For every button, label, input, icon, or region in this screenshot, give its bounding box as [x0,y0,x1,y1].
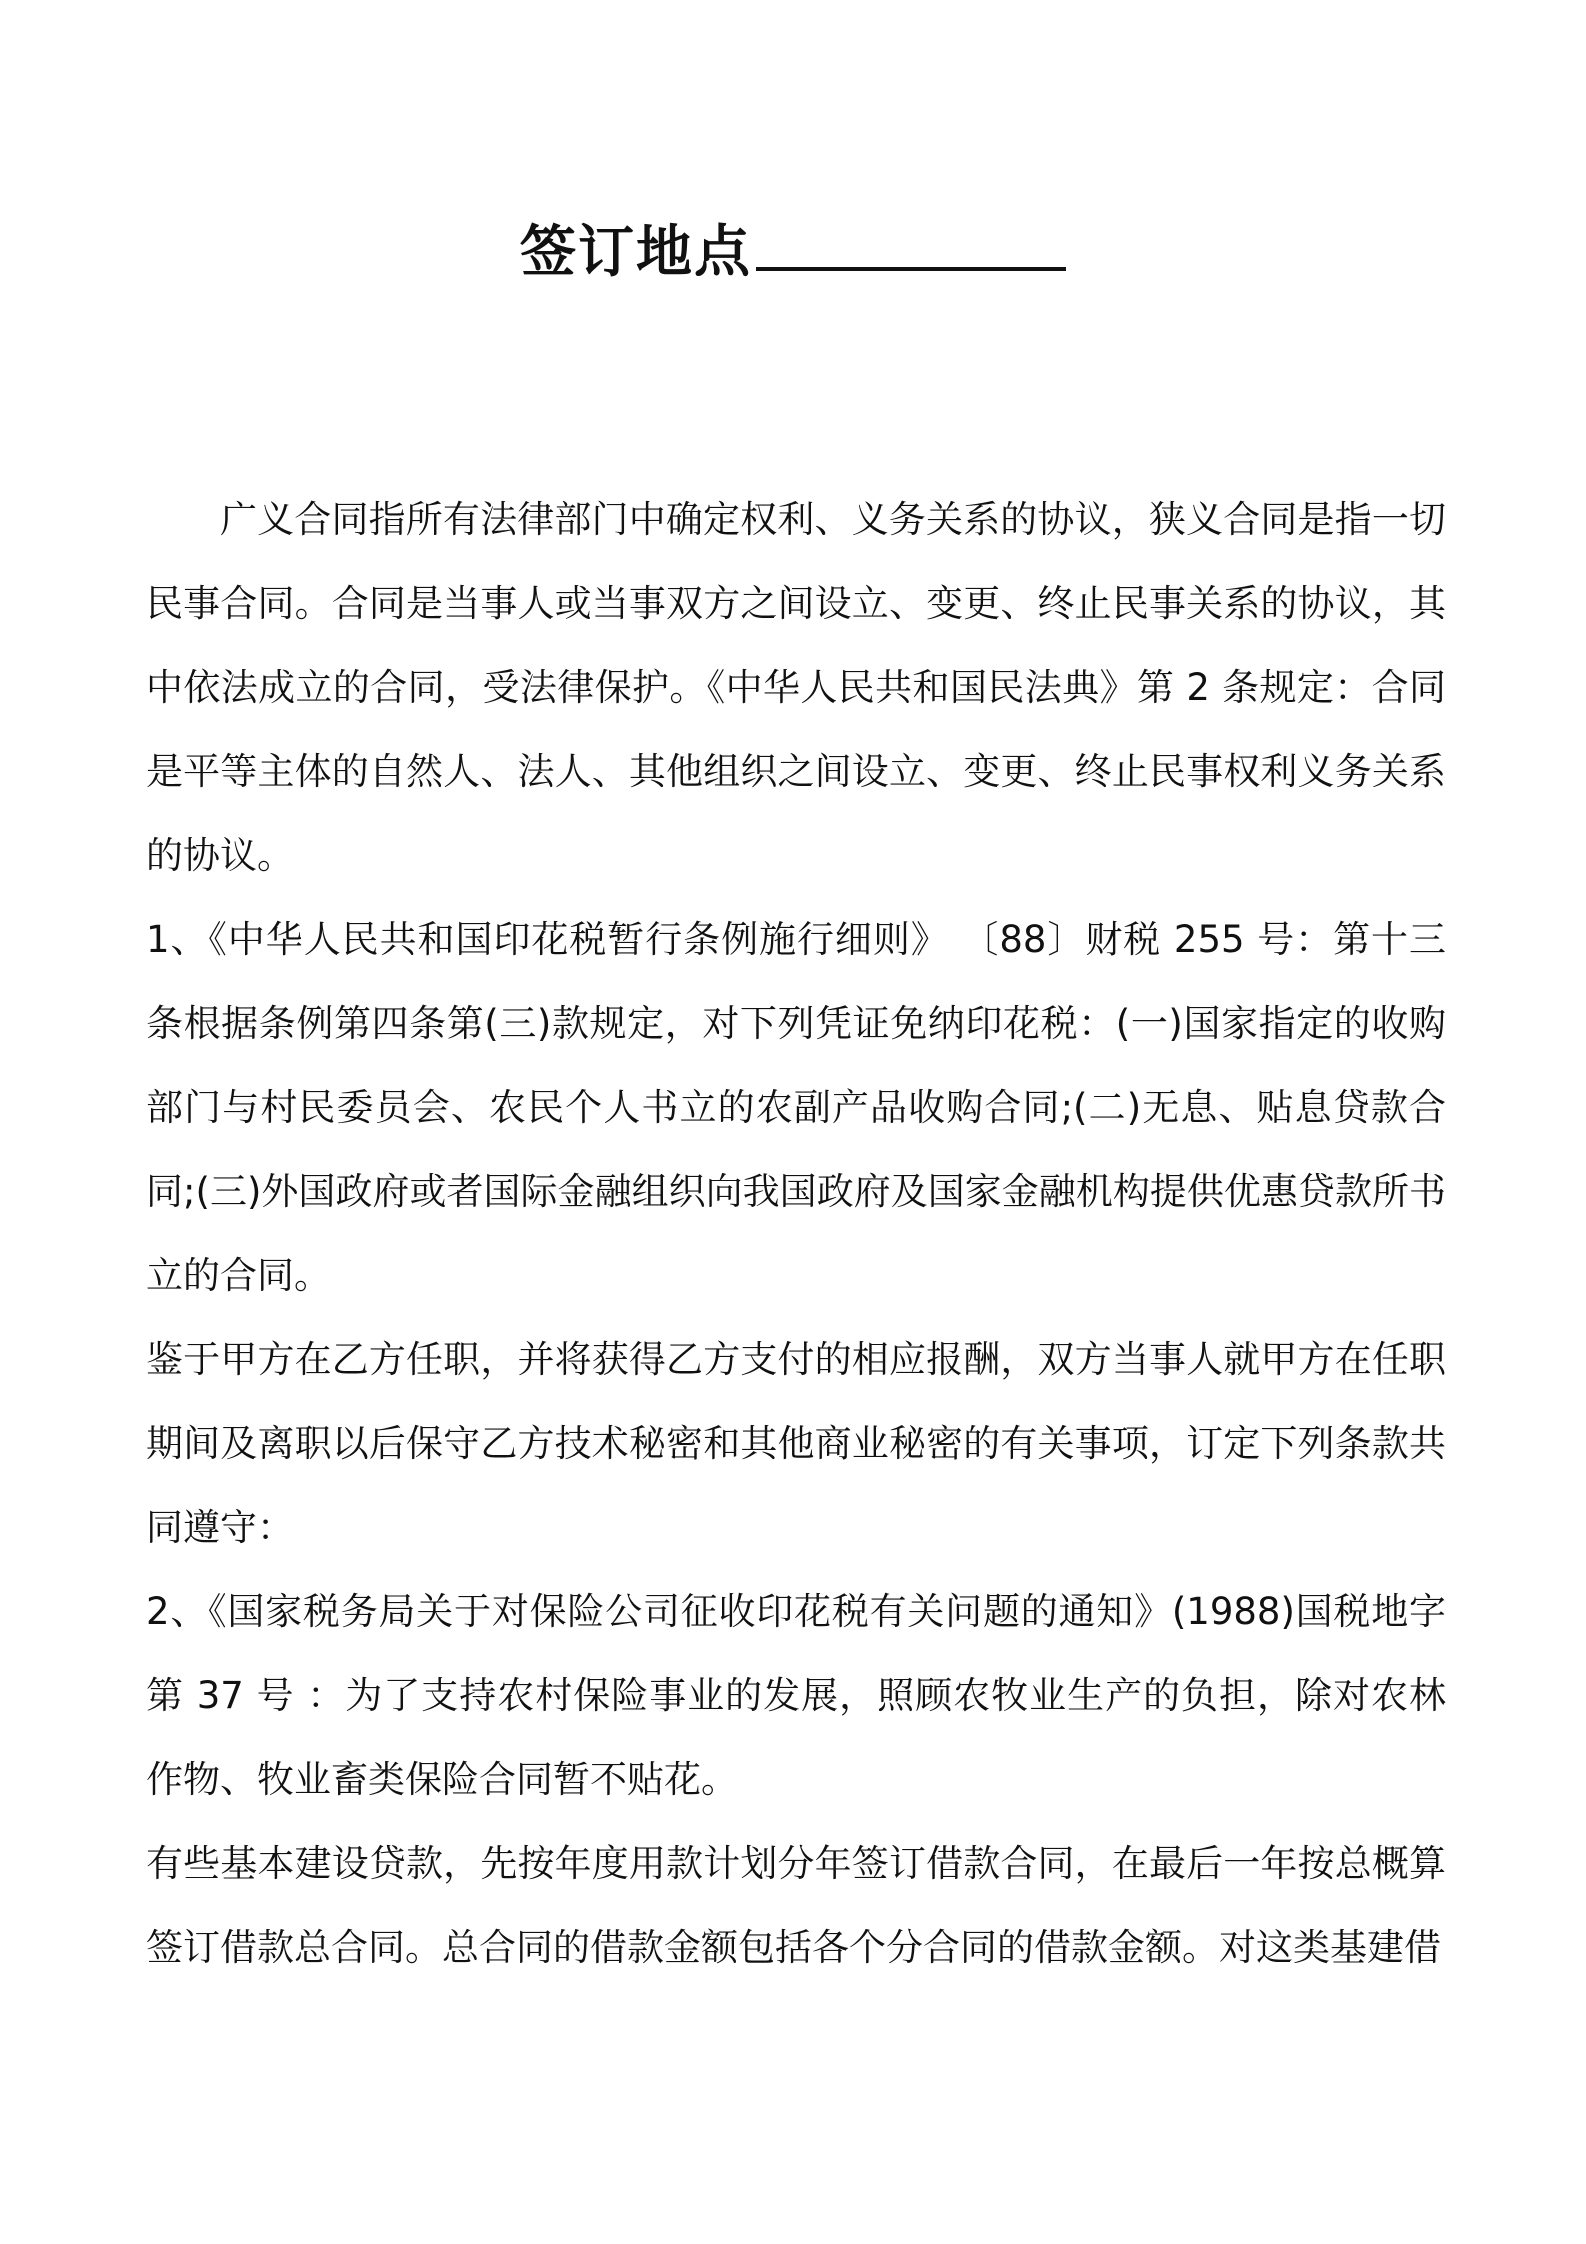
paragraph-stamp-tax-rule-1: 1、《中华人民共和国印花税暂行条例施行细则》 〔88〕财税 255 号：第十三条根据条例第四条第(三)款规定，对下列凭证免纳印花税：(一)国家指定的收购部门与村民委员会、农民个人书立的农副产品收购合同;(二)无息、贴息贷款合同;(三)外国政府或者国际金融组织向我国政府及国家金融机构提供优惠贷款所书立的合同。 [146,918,1446,1297]
document-body [146,478,1446,1990]
paragraph-stamp-tax-rule-2: 2、《国家税务局关于对保险公司征收印花税有关问题的通知》(1988)国税地字第 37 号 ：为了支持农村保险事业的发展，照顾农牧业生产的负担，除对农林作物、牧业畜类保险合同暂不贴花。 [146,1590,1446,1801]
paragraph-confidentiality-preamble: 鉴于甲方在乙方任职，并将获得乙方支付的相应报酬，双方当事人就甲方在任职期间及离职以后保守乙方技术秘密和其他商业秘密的有关事项，订定下列条款共同遵守： [146,1338,1446,1549]
paragraph-construction-loans: 有些基本建设贷款，先按年度用款计划分年签订借款合同，在最后一年按总概算签订借款总合同。总合同的借款金额包括各个分合同的借款金额。对这类基建借 [146,1842,1446,1969]
title-row [0,208,1586,288]
signing-location-blank-line [756,211,1066,271]
page-title: 签订地点 [520,220,752,285]
paragraph-contract-definition: 广义合同指所有法律部门中确定权利、义务关系的协议，狭义合同是指一切民事合同。合同是当事人或当事双方之间设立、变更、终止民事关系的协议，其中依法成立的合同，受法律保护。《中华人民共和国民法典》第 2 条规定：合同是平等主体的自然人、法人、其他组织之间设立、变更、终止民事权利义务关系的协议。 [146,498,1446,877]
